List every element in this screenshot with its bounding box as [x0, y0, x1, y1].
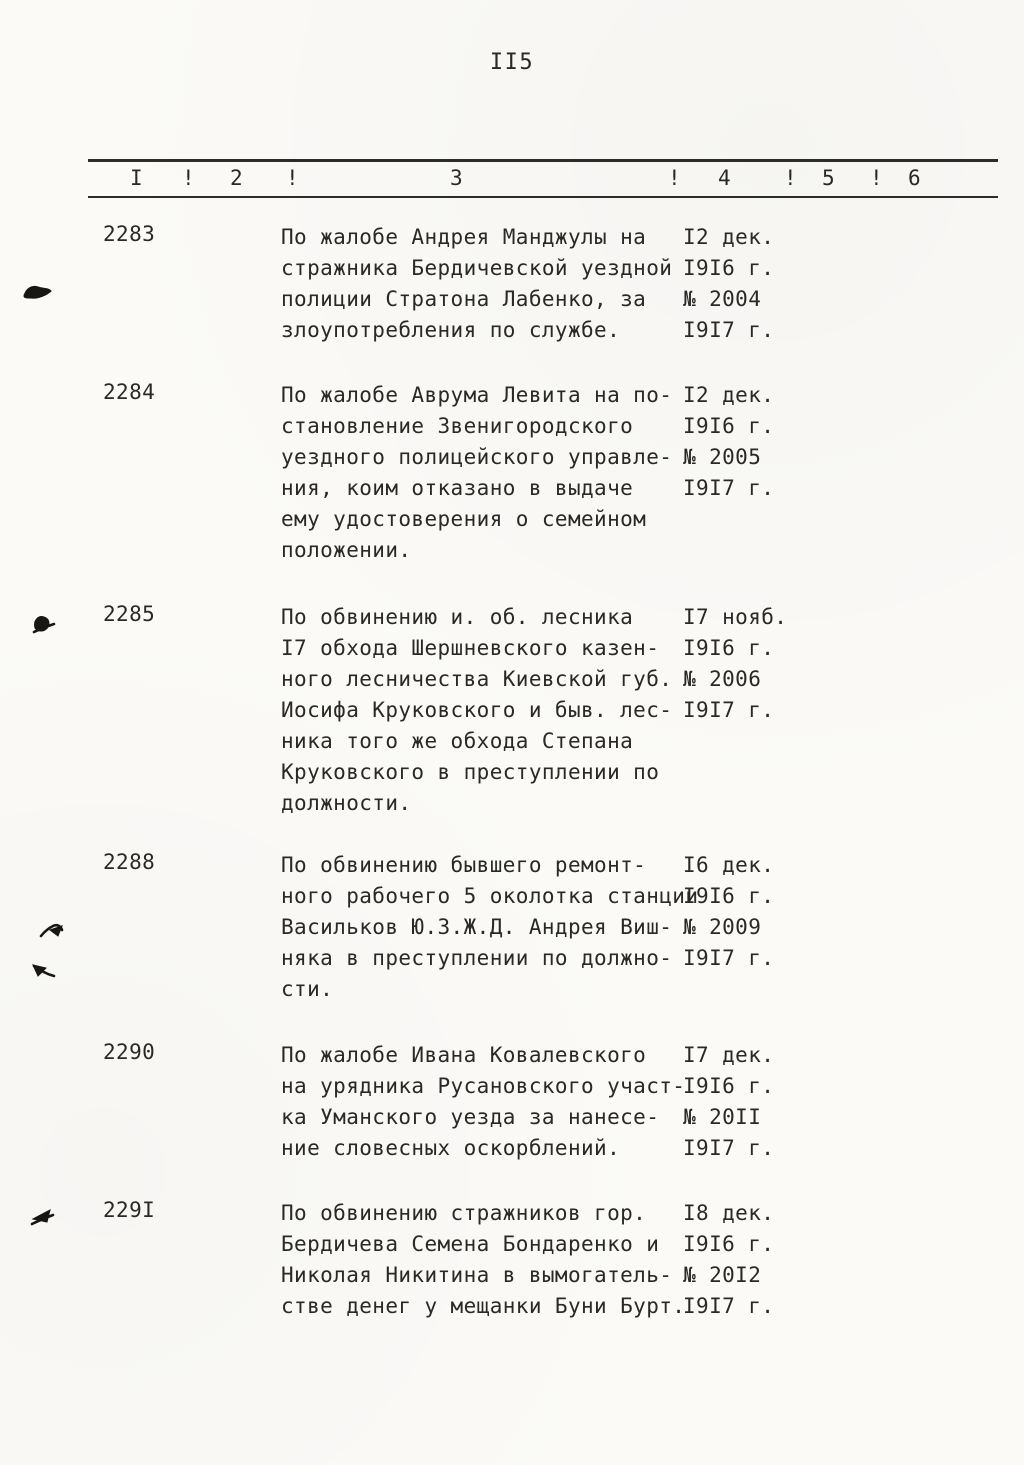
- ink-mark: [38, 922, 66, 946]
- case-dates: [683, 602, 843, 726]
- case-number: 2284: [103, 380, 156, 404]
- date-line: № 2004: [683, 287, 762, 311]
- description-line: ния, коим отказано в выдаче: [281, 476, 634, 500]
- case-dates: [683, 380, 843, 504]
- description-line: полиции Стратона Лабенко, за: [281, 287, 647, 311]
- description-line: По жалобе Аврума Левита на по-: [281, 383, 673, 407]
- column-separator: !: [286, 166, 300, 190]
- date-line: I9I7 г.: [683, 318, 775, 342]
- date-line: № 2009: [683, 915, 762, 939]
- case-description: [281, 850, 699, 1005]
- column-header-2: 2: [230, 166, 244, 190]
- date-line: I2 дек.: [683, 225, 775, 249]
- description-line: По жалобе Ивана Ковалевского: [281, 1043, 647, 1067]
- case-dates: [683, 1198, 843, 1322]
- description-line: ему удостоверения о семейном: [281, 507, 647, 531]
- description-line: По обвинению стражников гор.: [281, 1201, 647, 1225]
- date-line: № 20II: [683, 1105, 762, 1129]
- column-separator: !: [870, 166, 884, 190]
- ink-mark: [22, 282, 54, 306]
- case-number: 2290: [103, 1040, 156, 1064]
- date-line: I2 дек.: [683, 383, 775, 407]
- column-separator: !: [668, 166, 682, 190]
- description-line: ника того же обхода Степана: [281, 729, 634, 753]
- column-header-4: 4: [718, 166, 732, 190]
- table-header-rule: [88, 196, 998, 198]
- date-line: I9I7 г.: [683, 1136, 775, 1160]
- description-line: злоупотребления по службе.: [281, 318, 621, 342]
- date-line: I8 дек.: [683, 1201, 775, 1225]
- description-line: уездного полицейского управле-: [281, 445, 673, 469]
- case-dates: [683, 850, 843, 974]
- description-line: Бердичева Семена Бондаренко и: [281, 1232, 660, 1256]
- description-line: Иосифа Круковского и быв. лес-: [281, 698, 673, 722]
- description-line: ного рабочего 5 околотка станции: [281, 884, 699, 908]
- case-dates: [683, 1040, 843, 1164]
- date-line: I9I6 г.: [683, 1074, 775, 1098]
- ink-mark: [30, 1206, 56, 1228]
- date-line: I9I7 г.: [683, 1294, 775, 1318]
- description-line: I7 обхода Шершневского казен-: [281, 636, 660, 660]
- description-line: должности.: [281, 791, 412, 815]
- case-description: [281, 1040, 686, 1164]
- description-line: на урядника Русановского участ-: [281, 1074, 686, 1098]
- date-line: I7 нояб.: [683, 605, 788, 629]
- column-header-3: 3: [450, 166, 464, 190]
- case-number: 2283: [103, 222, 156, 246]
- date-line: I9I7 г.: [683, 476, 775, 500]
- description-line: стражника Бердичевской уездной: [281, 256, 673, 280]
- case-description: [281, 1198, 686, 1322]
- case-dates: [683, 222, 843, 346]
- date-line: I9I6 г.: [683, 414, 775, 438]
- description-line: положении.: [281, 538, 412, 562]
- page-number: II5: [489, 50, 535, 75]
- column-header-1: I: [130, 166, 144, 190]
- date-line: I7 дек.: [683, 1043, 775, 1067]
- date-line: I9I6 г.: [683, 884, 775, 908]
- column-header-5: 5: [822, 166, 836, 190]
- column-header-6: 6: [908, 166, 922, 190]
- case-number: 229I: [103, 1198, 156, 1222]
- table-top-rule: [88, 159, 998, 162]
- case-description: [281, 380, 683, 566]
- ink-mark: [30, 612, 56, 636]
- date-line: I9I6 г.: [683, 636, 775, 660]
- description-line: сти.: [281, 977, 334, 1001]
- date-line: I9I7 г.: [683, 698, 775, 722]
- case-number: 2288: [103, 850, 156, 874]
- description-line: По обвинению бывшего ремонт-: [281, 853, 647, 877]
- description-line: По жалобе Андрея Манджулы на: [281, 225, 647, 249]
- date-line: I6 дек.: [683, 853, 775, 877]
- description-line: Николая Никитина в вымогатель-: [281, 1263, 673, 1287]
- case-description: [281, 222, 683, 346]
- description-line: стве денег у мещанки Буни Бурт.: [281, 1294, 686, 1318]
- ink-mark: [30, 962, 58, 984]
- date-line: I9I6 г.: [683, 1232, 775, 1256]
- description-line: становление Звенигородского: [281, 414, 634, 438]
- date-line: № 2006: [683, 667, 762, 691]
- date-line: I9I6 г.: [683, 256, 775, 280]
- description-line: ка Уманского уезда за нанесе-: [281, 1105, 660, 1129]
- description-line: Круковского в преступлении по: [281, 760, 660, 784]
- date-line: № 20I2: [683, 1263, 762, 1287]
- description-line: ние словесных оскорблений.: [281, 1136, 621, 1160]
- column-separator: !: [182, 166, 196, 190]
- description-line: няка в преступлении по должно-: [281, 946, 673, 970]
- column-separator: !: [784, 166, 798, 190]
- case-number: 2285: [103, 602, 156, 626]
- case-description: [281, 602, 683, 819]
- description-line: Васильков Ю.З.Ж.Д. Андрея Виш-: [281, 915, 673, 939]
- description-line: ного лесничества Киевской губ.: [281, 667, 673, 691]
- date-line: № 2005: [683, 445, 762, 469]
- description-line: По обвинению и. об. лесника: [281, 605, 634, 629]
- date-line: I9I7 г.: [683, 946, 775, 970]
